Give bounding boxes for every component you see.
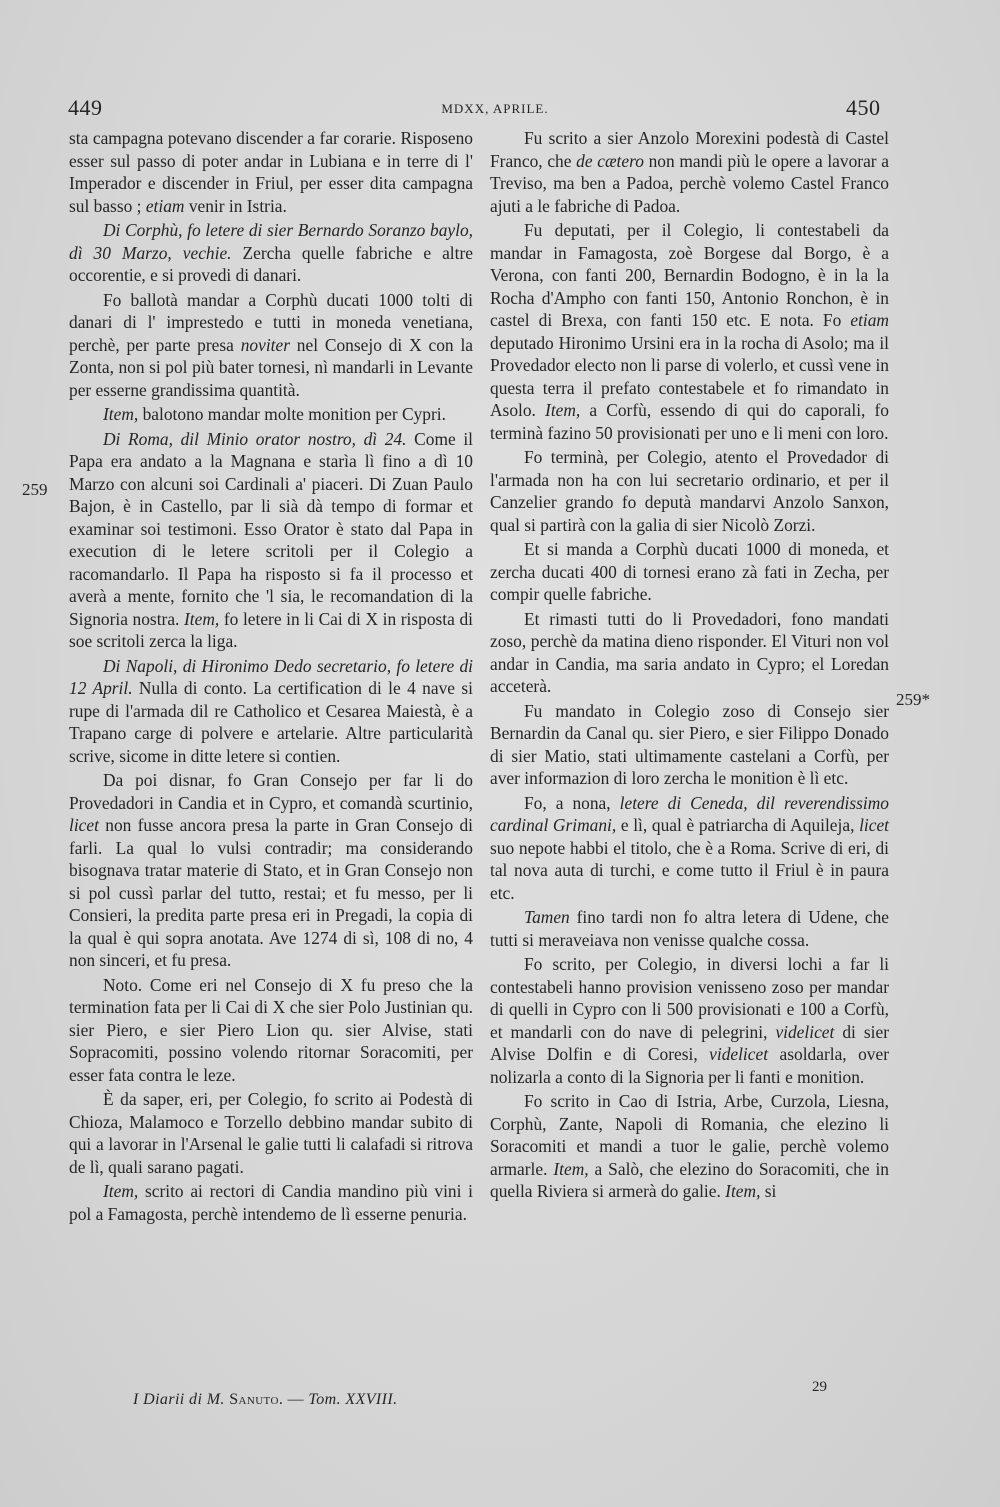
left-page-number: 449 <box>68 95 103 120</box>
right-page-number: 450 <box>846 95 881 120</box>
body-text: Noto. Come eri nel Consejo di X fu preso che la termination fata per li Cai di X che sier Polo Justinian qu. sier Piero, e sier Piero Lion qu. sier Alvise, stati Sopracomiti, possino volendo ritornar Soracomiti, per esser fata contra le leze. <box>69 974 473 1085</box>
body-text: Fo, a nona, <box>524 792 620 813</box>
italic-text: Item, <box>103 1181 139 1201</box>
paragraph <box>69 403 473 426</box>
body-text: Fu scrito a sier Anzolo Morexini podestà di Castel Franco, che <box>490 128 889 171</box>
paragraph <box>69 289 473 402</box>
body-text: Fo scrito in Cao di Istria, Arbe, Curzola, Liesna, Corphù, Zante, Napoli di Romania, che elezino li Soracomiti et mandi a tuor le galie, perchè volemo armarle. <box>490 1091 889 1179</box>
footer-title: I Diarii di M. <box>133 1391 230 1408</box>
body-text: a Corfù, essendo di qui do caporali, fo terminà fazino 50 provisionati per uno e li meni con loro. <box>490 400 889 443</box>
right-text-column <box>490 127 889 1205</box>
paragraph <box>69 769 473 972</box>
body-text: scrito ai rectori di Candia mandino più vini i pol a Famagosta, perchè intendemo de lì esserne penuria. <box>69 1181 473 1224</box>
paragraph <box>490 906 889 951</box>
paragraph <box>490 446 889 536</box>
body-text: Fo scrito, per Colegio, in diversi lochi a far li contestabeli hanno provision venisseno zoso per mandar di quelli in Cypro con li 500 provisionati e 100 a Corfù, et mandarli con do nave di pelegrini, <box>490 954 889 1042</box>
body-text: si <box>760 1181 777 1201</box>
italic-text: Di Roma, dil Minio orator nostro, dì 24. <box>103 428 407 449</box>
body-text: nel Consejo di X con la Zonta, non si pol più bater tornesi, nì mandarli in Levante per esserne grandissima quantità. <box>69 334 473 400</box>
italic-text: noviter <box>240 334 290 355</box>
footer-author: Sanuto. <box>229 1391 284 1408</box>
paragraph <box>69 1088 473 1178</box>
footer-citation <box>133 1391 398 1409</box>
italic-text: Tamen <box>524 907 570 927</box>
italic-text: videlicet <box>775 1021 835 1042</box>
paragraph <box>69 127 473 217</box>
body-text: È da saper, eri, per Colegio, fo scrito ai Podestà di Chioza, Malamoco e Torzello debbino mandar subito di qui a lavorar in l'Arsenal le galie tutti li calafadi si ritrova de lì, quali sarano pagati. <box>69 1089 473 1177</box>
italic-text: etiam <box>145 195 185 216</box>
right-margin-folio: 259* <box>896 690 930 709</box>
body-text: fo letere in li Cai di X in risposta di soe scritoli zerca la liga. <box>69 608 473 651</box>
left-text-column <box>69 127 473 1227</box>
italic-text: etiam <box>850 310 889 330</box>
running-head: MDXX, APRILE. <box>441 101 549 116</box>
italic-text: videlicet <box>709 1044 769 1064</box>
body-text: fino tardi non fo altra letera di Udene, che tutti si meraveiava non venisse qualche cossa. <box>490 907 889 950</box>
paragraph <box>490 608 889 698</box>
italic-text: Item, <box>725 1181 761 1201</box>
body-text: Come il Papa era andato a la Magnana e starìa lì fino a dì 10 Marzo con alcuni soi Cardinali a' piaceri. Di Zuan Paulo Bajon, è in Castello, par li sià dà tempo di formar et examinar soi testimoni. Esso Orator è stato dal Papa in execution di le letere scritoli per il Colegio a racomandarlo. Il Papa ha risposto si fa il processo et averà a mente, fornito che 'l sia, le recomandation di la Signoria nostra. <box>69 428 473 629</box>
signature-mark: 29 <box>812 1379 827 1395</box>
body-text: Da poi disnar, fo Gran Consejo per far li do Provedadori in Candia et in Cypro, et comandà scurtinio, <box>69 770 473 813</box>
body-text: Fo ballotà mandar a Corphù ducati 1000 tolti di danari di l' imprestedo e tutti in moneda venetiana, perchè, per parte presa <box>69 289 473 355</box>
paragraph <box>69 428 473 653</box>
body-text: e lì, qual è patriarcha di Aquileja, <box>616 815 860 835</box>
body-text: Fu mandato in Colegio zoso di Consejo sier Bernardin da Canal qu. sier Piero, e sier Filippo Donado di sier Matio, stati ultimamente castelani a Corfù, per aver informazion di loro zercha le monition è lì etc. <box>490 700 889 788</box>
paragraph <box>490 953 889 1088</box>
body-text: Et si manda a Corphù ducati 1000 di moneda, et zercha ducati 400 di tornesi erano zà fati in Zecha, per compir quelle fabriche. <box>490 539 889 604</box>
body-text: non mandi più le opere a lavorar a Treviso, ma ben a Padoa, perchè volemo Castel Franco ajuti a le fabriche di Padoa. <box>490 150 889 216</box>
paragraph <box>490 1090 889 1203</box>
paragraph <box>490 700 889 790</box>
paragraph <box>69 655 473 768</box>
italic-text: licet <box>69 815 99 835</box>
body-text: deputado Hironimo Ursini era in la rocha di Asolo; ma il Provedador electo non li parse di volerlo, et cussì vene in questa terra il prefato contestabele et fo rimandato in Asolo. <box>490 332 889 420</box>
footer-separator: — <box>283 1391 309 1408</box>
italic-text: Item, <box>545 400 581 420</box>
body-text: di sier Alvise Dolfin e di Coresi, <box>490 1021 889 1064</box>
left-margin-folio: 259 <box>22 480 48 499</box>
footer-tome: Tom. XXVIII. <box>308 1391 398 1408</box>
italic-text: Di Napoli, di Hironimo Dedo secretario, fo letere di 12 April. <box>69 655 473 698</box>
italic-text: licet <box>859 815 889 835</box>
paragraph <box>490 792 889 905</box>
italic-text: letere di Ceneda, dil reverendissimo cardinal Grimani, <box>490 792 889 835</box>
paragraph <box>69 974 473 1087</box>
paragraph <box>490 127 889 217</box>
italic-text: Item, <box>103 404 139 424</box>
paragraph <box>490 219 889 444</box>
body-text: venir in Istria. <box>184 195 287 216</box>
paragraph <box>69 219 473 287</box>
italic-text: Item, <box>553 1158 589 1179</box>
body-text: Et rimasti tutti do li Provedadori, fono mandati zoso, perchè da matina dieno risponder. El Vituri non vol andar in Candia, ma saria andato in Cypro; el Loredan acceterà. <box>490 608 889 696</box>
paragraph <box>69 1180 473 1225</box>
body-text: Nulla di conto. La certification di le 4 nave si rupe di l'armada dil re Catholico et Cesarea Maiestà, è a Trapano carge di polvere e artelarie. Altre particularità scrive, sicome in ditte letere si contien. <box>69 678 473 766</box>
body-text: a Salò, che elezino do Soracomiti, che in quella Riviera si armerà do galie. <box>490 1158 890 1201</box>
italic-text: Di Corphù, fo letere di sier Bernardo Soranzo baylo, dì 30 Marzo, vechie. <box>69 220 473 263</box>
body-text: balotono mandar molte monition per Cypri. <box>138 404 446 424</box>
body-text: asoldarla, over nolizarla a conto di la Signoria per li fanti e monition. <box>490 1044 889 1087</box>
body-text: Zercha quelle fabriche e altre occorentie, e si provedi di danari. <box>69 242 473 285</box>
paragraph <box>490 538 889 606</box>
body-text: suo nepote habbi el titolo, che è a Roma. Scrive di eri, di tal nova auta di turchi, e come tutto il Friul è in paura etc. <box>490 837 889 903</box>
italic-text: de cætero <box>576 150 644 171</box>
italic-text: Item, <box>184 608 220 629</box>
body-text: Fu deputati, per il Colegio, li contestabeli da mandar in Famagosta, zoè Borgese dal Borgo, è a Verona, con fanti 200, Bernardin Bodogno, è in la la Rocha d'Ampho con fanti 150, Antonio Ronchon, è in castel di Brexa, con fanti 150 etc. E nota. Fo <box>490 220 889 330</box>
body-text: sta campagna potevano discender a far corarie. Risposeno esser sul passo di poter andar in Lubiana e in terre di l' Imperador e discender in Friul, per esser dita campagna sul basso ; <box>69 128 473 216</box>
body-text: non fusse ancora presa la parte in Gran Consejo di farli. La qual lo vulsi contradir; ma considerando bisognava tratar materie di Stato, et in Gran Consejo non si pol cussì parlar del tutto, restai; et fu messo, per li Consieri, la predita parte presa eri in Pregadi, la copia di la qual è qui sopra anotata. Ave 1274 di sì, 108 di no, 4 non sinceri, et fu presa. <box>69 815 473 970</box>
body-text: Fo terminà, per Colegio, atento el Provedador di l'armada non ha con lui secretario ordinario, et per il Canzelier grando fo deputà mandarvi Anzolo Sanxon, qual si partirà con la galia di sier Nicolò Zorzi. <box>490 447 889 535</box>
